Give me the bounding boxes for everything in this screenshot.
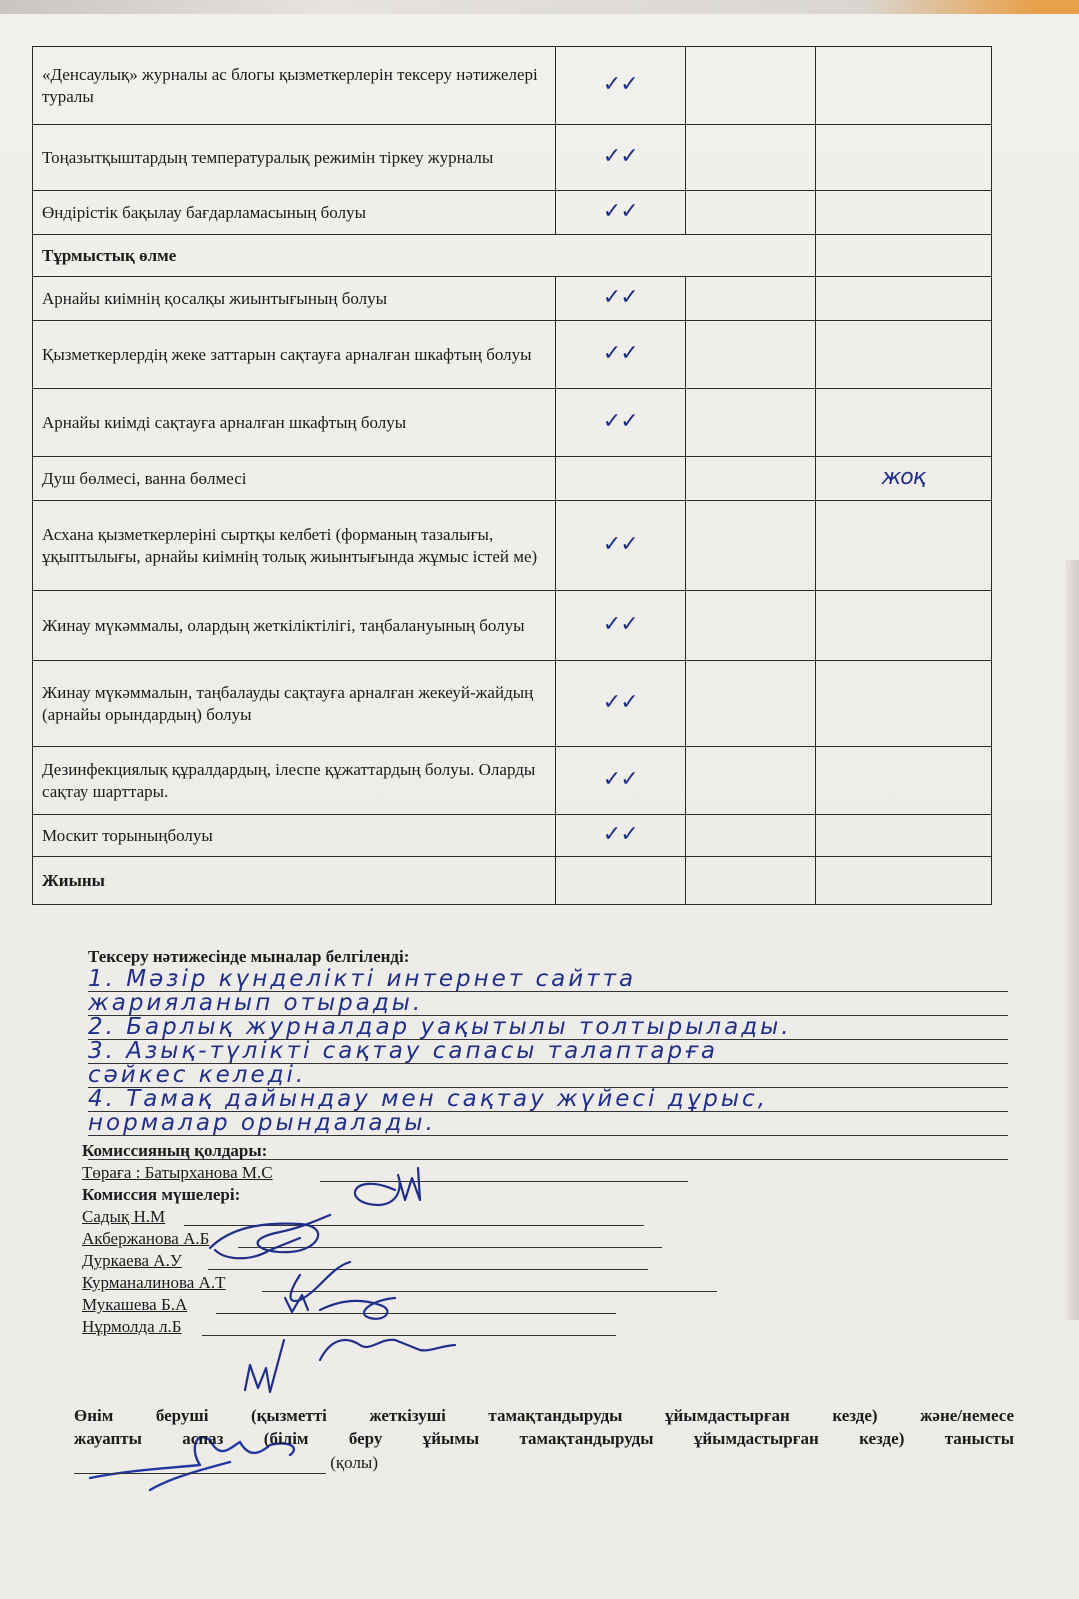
sign-line: [208, 1269, 648, 1270]
chair-sign-line: [320, 1181, 688, 1182]
member-row: [82, 1206, 782, 1228]
findings-line: 4. Тамақ дайындау мен сақтау жүйесі дұрыс,: [88, 1088, 1008, 1112]
sign-line: [184, 1225, 644, 1226]
handwritten-check: ✓✓: [602, 72, 638, 97]
row-empty-cell: [685, 191, 815, 235]
row-empty-cell: [685, 661, 815, 747]
row-note-cell: [815, 457, 992, 501]
sign-line: [238, 1247, 662, 1248]
row-note-cell: [815, 747, 992, 815]
row-empty-cell: [685, 321, 815, 389]
row-description: Арнайы киімді сақтауға арналған шкафтың болуы: [33, 389, 556, 457]
row-empty-cell: [685, 47, 815, 125]
member-row: [82, 1228, 782, 1250]
member-row: [82, 1250, 782, 1272]
member-name: Дуркаева А.У: [82, 1251, 182, 1270]
row-description: Жинау мүкәммалы, олардың жеткіліктілігі, таңбалануының болуы: [33, 591, 556, 661]
row-description: Дезинфекциялық құралдардың, ілеспе құжаттардың болуы. Оларды сақтау шарттары.: [33, 747, 556, 815]
row-mark-cell: [555, 277, 685, 321]
signatures-section: [82, 1140, 782, 1338]
row-note-cell: [815, 277, 992, 321]
member-name: Нұрмолда л.Б: [82, 1317, 182, 1336]
findings-lines: [88, 968, 1008, 1160]
sign-line: [262, 1291, 717, 1292]
row-mark-cell: [555, 815, 685, 857]
table-row: [33, 591, 992, 661]
findings-line: сәйкес келеді.: [88, 1064, 1008, 1088]
row-empty-cell: [685, 857, 815, 905]
row-empty-cell: [685, 277, 815, 321]
row-mark-cell: [555, 591, 685, 661]
producer-text-line1: Өнім беруші (қызметті жеткізуші тамақтандыруды ұйымдастырған кезде) және/немесе: [74, 1406, 1014, 1425]
sign-line: [216, 1313, 616, 1314]
table-row: [33, 191, 992, 235]
member-name: Акбержанова А.Б: [82, 1229, 210, 1248]
table-row: [33, 747, 992, 815]
row-note-cell: [815, 321, 992, 389]
findings-line: нормалар орындалады.: [88, 1112, 1008, 1136]
inspection-table: [32, 46, 992, 905]
row-note-cell: [815, 501, 992, 591]
page-right-edge: [1065, 560, 1079, 1320]
member-row: [82, 1272, 782, 1294]
row-note-cell: [815, 815, 992, 857]
producer-sign-label: (қолы): [330, 1453, 379, 1472]
table-row: [33, 277, 992, 321]
row-mark-cell: [555, 191, 685, 235]
row-note-cell: [815, 389, 992, 457]
handwritten-check: ✓✓: [602, 341, 638, 366]
table-row: [33, 125, 992, 191]
row-note-cell: [815, 661, 992, 747]
row-description: Арнайы киімнің қосалқы жиынтығының болуы: [33, 277, 556, 321]
row-empty-cell: [685, 501, 815, 591]
row-mark-cell: [555, 47, 685, 125]
findings-line: 1. Мәзір күнделікті интернет сайтта: [88, 968, 1008, 992]
member-name: Мукашева Б.А: [82, 1295, 188, 1314]
chair-name: Төраға : Батырханова М.С: [82, 1163, 273, 1182]
handwritten-check: ✓✓: [602, 822, 638, 847]
producer-sign-line: [74, 1455, 326, 1474]
row-empty-cell: [685, 457, 815, 501]
handwritten-check: ✓✓: [602, 767, 638, 792]
row-note-cell: [815, 235, 992, 277]
row-description: Өндірістік бақылау бағдарламасының болуы: [33, 191, 556, 235]
handwritten-check: ✓✓: [602, 612, 638, 637]
row-mark-cell: [555, 321, 685, 389]
page-top-edge: [0, 0, 1079, 14]
row-description: Асхана қызметкерлеріні сыртқы келбеті (форманың тазалығы, ұқыптылығы, арнайы киімнің толық жиынтығында жұмыс істей ме): [33, 501, 556, 591]
row-description: Душ бөлмесі, ванна бөлмесі: [33, 457, 556, 501]
row-empty-cell: [685, 591, 815, 661]
row-note-cell: [815, 591, 992, 661]
member-name: Курманалинова А.Т: [82, 1273, 226, 1292]
row-note-cell: [815, 857, 992, 905]
table-row: [33, 661, 992, 747]
row-mark-cell: [555, 747, 685, 815]
row-empty-cell: [685, 747, 815, 815]
member-row: [82, 1294, 782, 1316]
findings-section: [88, 946, 1008, 1160]
findings-line: 2. Барлық журналдар уақытылы толтырылады.: [88, 1016, 1008, 1040]
table-row: [33, 235, 992, 277]
row-mark-cell: [555, 389, 685, 457]
table-row: [33, 501, 992, 591]
row-empty-cell: [685, 815, 815, 857]
table-row: [33, 389, 992, 457]
row-description: Қызметкерлердің жеке заттарын сақтауға арналған шкафтың болуы: [33, 321, 556, 389]
table-row: [33, 47, 992, 125]
table-row: [33, 457, 992, 501]
member-row: [82, 1316, 782, 1338]
row-empty-cell: [685, 389, 815, 457]
findings-line: жарияланып отырады.: [88, 992, 1008, 1016]
producer-sign-row: [74, 1452, 574, 1474]
members-heading: Комиссия мүшелері:: [82, 1185, 241, 1204]
row-description: Тоңазытқыштардың температуралық режимін тіркеу журналы: [33, 125, 556, 191]
handwritten-check: ✓✓: [602, 285, 638, 310]
handwritten-check: ✓✓: [602, 532, 638, 557]
handwritten-check: ✓✓: [602, 690, 638, 715]
row-description: Жиыны: [33, 857, 556, 905]
row-description: Жинау мүкәммалын, таңбалауды сақтауға арналған жекеуй-жайдың (арнайы орындардың) болуы: [33, 661, 556, 747]
handwritten-note: жоқ: [881, 465, 926, 490]
table-row: [33, 815, 992, 857]
row-mark-cell: [555, 125, 685, 191]
row-mark-cell: [555, 501, 685, 591]
row-note-cell: [815, 125, 992, 191]
handwritten-check: ✓✓: [602, 144, 638, 169]
handwritten-check: ✓✓: [602, 199, 638, 224]
row-description: Тұрмыстық өлме: [33, 235, 816, 277]
signatures-heading: Комиссияның қолдары:: [82, 1141, 268, 1160]
row-mark-cell: [555, 661, 685, 747]
handwritten-check: ✓✓: [602, 409, 638, 434]
row-mark-cell: [555, 857, 685, 905]
row-note-cell: [815, 47, 992, 125]
row-description: Москит торыныңболуы: [33, 815, 556, 857]
table-row: [33, 321, 992, 389]
member-name: Садық Н.М: [82, 1207, 166, 1226]
producer-text-line2: жауапты аспаз (білім беру ұйымы тамақтандыруды ұйымдастырған кезде) танысты: [74, 1429, 1014, 1448]
sign-line: [202, 1335, 616, 1336]
row-empty-cell: [685, 125, 815, 191]
row-note-cell: [815, 191, 992, 235]
findings-heading: Тексеру нәтижесінде мыналар белгіленді:: [88, 947, 410, 966]
table-row: [33, 857, 992, 905]
row-description: «Денсаулық» журналы ас блогы қызметкерлерін тексеру нәтижелері туралы: [33, 47, 556, 125]
findings-line: 3. Азық-түлікті сақтау сапасы талаптарға: [88, 1040, 1008, 1064]
row-mark-cell: [555, 457, 685, 501]
chair-row: [82, 1162, 782, 1184]
